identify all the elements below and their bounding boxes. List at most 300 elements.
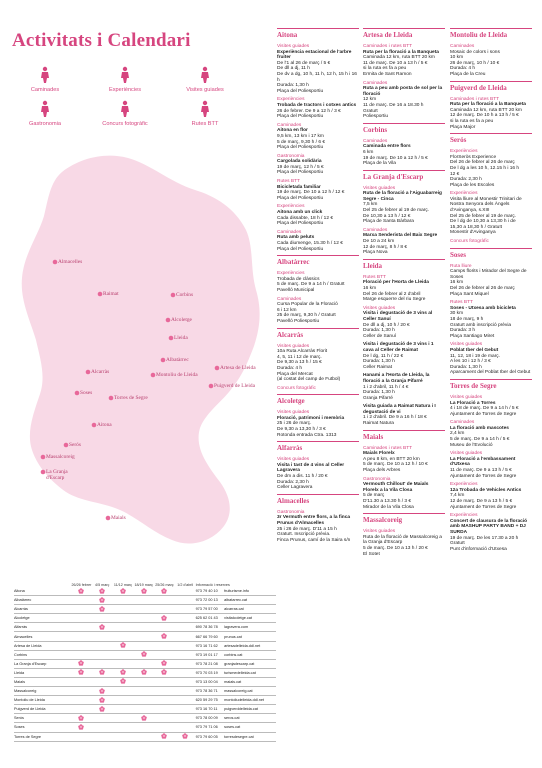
- table-cell-empty: [175, 723, 196, 732]
- activities-column-1: [277, 28, 359, 546]
- map-pin: [92, 423, 97, 428]
- event-details: Visita lliure al Monestir Trinitari de Nostra Senyora dels Àngels d'Avinganya, s.XIII Del 25 de febrer al 19 de març. De l dg de 10,30 a 13,30 h i de 15,30 a 18,30 h / Gratuït Monestir d'Avinganya: [450, 196, 522, 236]
- event-details: 19 de març, 12 h / 5 € Plaça del Poliesportiu: [277, 164, 324, 176]
- event-details: Cursa Popular de la Floració 6 i 12 km 25 de març, 9,30 h / Gratuït Pavelló Poliesportiu: [277, 302, 338, 324]
- table-cell-empty: [92, 732, 113, 741]
- table-website[interactable]: maials.cat: [224, 677, 276, 686]
- table-town-name: Alfarràs: [14, 623, 71, 632]
- event-block: [363, 477, 445, 511]
- table-cell-empty: [71, 632, 92, 641]
- event-name: Experiència estacional de l'arbre fruiter: [277, 49, 352, 61]
- table-cell-empty: [92, 632, 113, 641]
- event-category: Visites guiades: [450, 342, 483, 348]
- table-town-name: Alcoletge: [14, 614, 71, 623]
- table-cell-empty: [92, 659, 113, 668]
- event-block: [450, 395, 532, 417]
- table-cell-empty: [133, 687, 154, 696]
- table-website[interactable]: lagravera.com: [224, 623, 276, 632]
- event-category: Ruta lliure: [450, 263, 472, 269]
- event-category: Visites guiades: [363, 305, 396, 311]
- table-header-date: 4/5 març: [95, 583, 110, 587]
- table-header-date: 18/19 març: [134, 583, 153, 587]
- event-block: [450, 342, 532, 376]
- event-details: Cada diumenge, 15.30 h / 12 € Plaça del Poliesportiu: [277, 241, 343, 252]
- legend-label: Concurs fotogràfic: [102, 121, 148, 127]
- walking-person-icon: [36, 66, 54, 84]
- town-title: Alcoletge: [277, 394, 359, 405]
- event-category: Experiències: [450, 513, 478, 519]
- event-block: [450, 300, 532, 339]
- town-section: [277, 328, 359, 392]
- flower-icon: [154, 659, 175, 668]
- event-block: [450, 191, 532, 236]
- event-block: [277, 230, 359, 252]
- map-pin: [75, 391, 80, 396]
- table-website[interactable]: seros.cat: [224, 714, 276, 723]
- event-category: Caminades: [450, 420, 475, 426]
- table-cell-empty: [133, 732, 154, 741]
- town-title: Corbins: [363, 123, 445, 134]
- event-name: Visita i tast de 4 vins al Celler Lagravera: [277, 462, 345, 474]
- table-phone: 690 78 36 78: [196, 623, 225, 632]
- town-section: [277, 28, 359, 252]
- event-category: Experiències: [450, 191, 478, 197]
- flower-icon: [154, 732, 175, 741]
- map-pin: [86, 370, 91, 375]
- map-label-town: Aitona: [97, 422, 112, 428]
- table-phone: 973 70 03 19: [196, 668, 225, 677]
- event-block: [363, 342, 445, 370]
- flower-icon: [92, 605, 113, 614]
- event-name: Hanami a l'Horta de Lleida, la floració a la Granja Pifarré: [363, 373, 430, 384]
- event-block: [450, 239, 532, 245]
- table-row: [14, 623, 276, 632]
- table-row: [14, 641, 276, 650]
- table-cell-empty: [175, 714, 196, 723]
- flower-icon: [71, 587, 92, 596]
- event-details: 19 de març. De 10 a 12 h / 12 € Plaça del Poliesportiu: [277, 190, 345, 201]
- table-town-name: Soses: [14, 723, 71, 732]
- event-name: Vermouth Chillout' de Maials Florelx a la Vila Closa: [363, 482, 429, 493]
- event-details: 4 i 18 de març. De 9 a 14 h / 5 € Ajuntament de Torres de Segre: [450, 406, 519, 417]
- town-title: Lleida: [363, 259, 445, 270]
- map-label-town: Lleida: [174, 335, 188, 341]
- legend-label: Caminades: [30, 87, 60, 93]
- activities-column-2: [363, 28, 445, 560]
- table-header-date: 1/2 d'abril: [177, 583, 194, 587]
- flower-icon: [71, 659, 92, 668]
- table-cell-empty: [92, 614, 113, 623]
- town-section: [277, 441, 359, 491]
- table-cell-empty: [71, 696, 92, 705]
- table-row: [14, 605, 276, 614]
- event-details: 25 i 26 de març. D'11 a 15 h Gratuït. Inscripció prèvia. Finca Prunus, camí de la Saira s/n: [277, 526, 351, 543]
- table-website[interactable]: albatarrec.cat: [224, 596, 276, 605]
- event-details: 11, 12, 18 i 19 de març. A les 10 i 12 h / 3 € Durada: 1,30 h Aparcament del Poblat Iber del Gebut: [450, 353, 531, 376]
- table-header-date: 11/12 març: [113, 583, 133, 587]
- event-block: [277, 44, 359, 94]
- map-pin: [109, 396, 114, 401]
- table-cell-empty: [113, 714, 134, 723]
- town-title: La Granja d'Escarp: [363, 170, 445, 181]
- table-cell-empty: [113, 632, 134, 641]
- event-details: 7,4 km 12 de març. De 9 a 13 h / 5 € Ajuntament de Torres de Segre: [450, 493, 517, 510]
- event-details: De l'1 al 26 de març / 5 € De dll a dj, 11 h De dv a dg, 10 h, 11 h, 12 h, 15 h i 16 h Durada: 1,30 h Plaça del Poliesportiu: [277, 60, 357, 94]
- event-details: Caminada 12 km, ruta BTT 20 km 11 de març. De 10 a 13 h / 5 € si la ruta es fa a peu Ermita de Sant Ramon: [363, 55, 435, 77]
- event-category: Rutes BTT: [363, 274, 386, 280]
- event-block: [277, 297, 359, 325]
- event-name: La Floració a Torres: [450, 400, 496, 406]
- table-website[interactable]: artesadelleida.ddl.net: [224, 641, 276, 650]
- table-row: [14, 705, 276, 714]
- cyclist-icon: [196, 100, 214, 118]
- town-section: [363, 170, 445, 256]
- table-cell-empty: [71, 623, 92, 632]
- table-town-name: Lleida: [14, 668, 71, 677]
- table-row: [14, 723, 276, 732]
- table-cell-empty: [71, 677, 92, 686]
- event-details: FlorSeròs Experience Del 26 de febrer al 26 de març De l dg a les 10 h, 12.15 h i 16 h 12 € Durada: 2,30 h Plaça de les Escoles: [450, 154, 520, 188]
- event-block: [450, 97, 532, 131]
- table-cell-empty: [175, 614, 196, 623]
- table-row: [14, 659, 276, 668]
- table-town-name: Puigverd de Lleida: [14, 705, 71, 714]
- event-category: Caminades i rutes BTT: [363, 44, 413, 49]
- event-name: 3r Vermuth entre flors, a la finca Prunus d'Almacelles: [277, 515, 351, 526]
- town-title: Alfarràs: [277, 441, 359, 452]
- table-website[interactable]: soses.cat: [224, 723, 276, 732]
- town-title: Torres de Segre: [450, 379, 532, 390]
- flower-icon: [71, 714, 92, 723]
- event-name: Caminada entre flors: [363, 144, 411, 150]
- event-name: Ruta a peu amb posta de sol per la floració: [363, 86, 443, 97]
- table-cell-empty: [175, 659, 196, 668]
- event-details: 25 i 26 de març. De 9,30 a 13,30 h / 3 € Rotonda entrada Ctra. 1313: [277, 421, 337, 438]
- event-category: Visites guiades: [277, 410, 310, 416]
- event-block: [277, 154, 359, 176]
- table-cell-empty: [175, 650, 196, 659]
- table-website[interactable]: fruiturisme.info: [224, 587, 276, 596]
- table-header-date: 25/26 març: [155, 583, 174, 587]
- map-pin: [41, 470, 46, 475]
- table-cell-empty: [92, 723, 113, 732]
- event-name: Aitona en flor: [277, 128, 308, 134]
- table-cell-empty: [133, 641, 154, 650]
- event-category: Gastronomia: [277, 509, 305, 515]
- table-cell-empty: [113, 696, 134, 705]
- legend-label: Visites guiades: [186, 87, 224, 93]
- flower-icon: [133, 650, 154, 659]
- event-block: [450, 513, 532, 552]
- flower-icon: [71, 668, 92, 677]
- table-phone: 973 19 01 17: [196, 650, 225, 659]
- event-name: Ruta per la floració a la Banqueta: [363, 49, 439, 55]
- table-row: [14, 732, 276, 741]
- table-phone: 973 79 60 05: [196, 732, 225, 741]
- event-link[interactable]: Concurs fotogràfic: [450, 239, 489, 245]
- flower-icon: [71, 723, 92, 732]
- table-phone: 973 79 57 00: [196, 605, 225, 614]
- town-section: [363, 430, 445, 511]
- table-cell-empty: [154, 650, 175, 659]
- event-category: Caminades i rutes BTT: [363, 445, 413, 451]
- event-block: [277, 97, 359, 119]
- region-map: [10, 150, 270, 570]
- event-category: Experiències: [450, 482, 478, 488]
- table-town-name: Albatàrrec: [14, 596, 71, 605]
- event-category: Visites guiades: [450, 394, 483, 400]
- event-details: 10a Ruta Alcarràs Florit 4, 5, 11 i 12 de març. De 9,30 a 13 h / 15 € Durada: 4 h Plaça del Mercat (al costat del camp de Futbol): [277, 349, 341, 383]
- flower-icon: [154, 632, 175, 641]
- event-category: Caminades: [363, 227, 388, 233]
- event-block: [363, 139, 445, 167]
- table-town-name: Torres de Segre: [14, 732, 71, 741]
- event-block: [450, 451, 532, 479]
- table-phone: 973 72 00 13: [196, 596, 225, 605]
- event-name: Cargolada solidària: [277, 159, 322, 165]
- table-website[interactable]: granjadescarp.cat: [224, 659, 276, 668]
- table-row: [14, 668, 276, 677]
- event-category: Visites guiades: [277, 457, 310, 463]
- cutlery-icon: [36, 100, 54, 118]
- table-cell-empty: [133, 596, 154, 605]
- flower-icon: [113, 641, 134, 650]
- table-row: [14, 614, 276, 623]
- table-town-name: Almacelles: [14, 632, 71, 641]
- event-name: Aitona amb un click: [277, 210, 323, 216]
- table-cell-empty: [154, 596, 175, 605]
- event-details: Caminada 12 km, ruta BTT 20 km 12 de març. De 10 h a 13 h / 5 € si la ruta es fa a peu Plaça Major: [450, 107, 522, 130]
- map-label-town: Soses: [80, 390, 93, 396]
- table-cell-empty: [113, 605, 134, 614]
- event-name: Floració per l'Horta de Lleida: [363, 280, 429, 286]
- town-section: [450, 248, 532, 376]
- event-block: [277, 271, 359, 293]
- event-name: Ruta de la floració a l'Aiguabarreig Segre - Cinca: [363, 191, 442, 202]
- tour-guide-icon: [196, 66, 214, 84]
- map-pin: [209, 384, 214, 389]
- event-block: [277, 179, 359, 201]
- town-title: Almacelles: [277, 494, 359, 505]
- legend-label: Experiències: [108, 87, 142, 93]
- table-cell-empty: [133, 696, 154, 705]
- table-cell-empty: [133, 677, 154, 686]
- event-category: Caminades: [363, 138, 388, 144]
- table-website[interactable]: visitalcoletge.cat: [224, 614, 276, 623]
- event-category: Caminades: [277, 296, 302, 302]
- legend-item: [170, 66, 240, 93]
- event-category: Experiències: [277, 204, 305, 210]
- event-details: 26 de febrer. De 9 a 12 h / 3 € Plaça del Poliesportiu: [277, 108, 341, 120]
- event-block: [277, 386, 359, 392]
- table-cell-empty: [175, 687, 196, 696]
- map-label-town: Montoliu de Lleida: [156, 372, 198, 378]
- town-section: [363, 513, 445, 557]
- event-category: Rutes BTT: [450, 300, 473, 306]
- table-phone: 973 13 00 04: [196, 677, 225, 686]
- map-pin: [169, 336, 174, 341]
- table-town-name: Montoliu de Lleida: [14, 696, 71, 705]
- table-cell-empty: [71, 687, 92, 696]
- map-label-town: Albatàrrec: [166, 357, 189, 363]
- event-category: Caminades: [450, 44, 475, 49]
- town-title: Puigverd de Lleida: [450, 81, 532, 92]
- table-row: [14, 696, 276, 705]
- table-website[interactable]: torresdesegre.cat: [224, 732, 276, 741]
- flower-icon: [92, 687, 113, 696]
- table-cell-empty: [133, 623, 154, 632]
- event-details: Mosaic de colors i sons 10 km 26 de març, 10 h / 10 € Durada: 4 h Plaça de la Creu: [450, 49, 500, 77]
- event-details: 12 km 11 de març. De 16 a 18.30 h Gratuït Poliesportiu: [363, 97, 424, 120]
- table-header-info: Informació i reserves: [195, 583, 230, 587]
- event-details: De dll a dj, 10 h / 20 € Durada: 1,30 h Celler de Sanuí: [363, 322, 410, 339]
- town-title: Alcarràs: [277, 328, 359, 339]
- flower-icon: [113, 587, 134, 596]
- event-name: Visita guiada a Raimat Natura i I degustació de vi: [363, 404, 436, 415]
- table-cell-empty: [175, 705, 196, 714]
- page-title: Activitats i Calendari: [12, 30, 191, 51]
- table-cell-empty: [113, 614, 134, 623]
- table-cell-empty: [154, 687, 175, 696]
- event-category: Visites guiades: [363, 185, 396, 191]
- town-section: [450, 28, 532, 78]
- table-website[interactable]: corbins.cat: [224, 650, 276, 659]
- event-block: [363, 186, 445, 225]
- table-website[interactable]: alcarras.cat: [224, 605, 276, 614]
- map-label-town: Artesa de Lleida: [220, 365, 256, 371]
- event-category: Experiències: [450, 149, 478, 155]
- table-website[interactable]: montoliudelleida.ddl.net: [224, 696, 276, 705]
- table-town-name: Aitona: [14, 587, 71, 596]
- event-block: [363, 306, 445, 340]
- table-cell-empty: [113, 705, 134, 714]
- event-category: Visites guiades: [363, 529, 396, 535]
- event-block: [450, 264, 532, 298]
- event-block: [450, 44, 532, 78]
- map-label-town: La Granja d'Escarp: [46, 469, 68, 481]
- table-cell-empty: [154, 705, 175, 714]
- flower-icon: [92, 623, 113, 632]
- table-cell-empty: [175, 596, 196, 605]
- table-cell-empty: [92, 641, 113, 650]
- table-cell-empty: [113, 623, 134, 632]
- event-details: De 10 a 24 km 12 de març, 8 h / 8 € Plaça Nova: [363, 239, 407, 256]
- table-cell-empty: [154, 677, 175, 686]
- event-details: 19 de març. De les 17.30 a 20 h Gratuït Punt d'informació d'Utxesa: [450, 535, 519, 552]
- event-name: La floració amb mascotes: [450, 425, 509, 431]
- activities-column-3: [450, 28, 532, 555]
- map-label-town: Torres de Segre: [114, 395, 148, 401]
- event-category: Caminades: [363, 80, 388, 86]
- town-section: [450, 133, 532, 245]
- table-cell-empty: [154, 605, 175, 614]
- table-row: [14, 650, 276, 659]
- event-details: Camps florits i Mirador del Segre de Soses 16 km Del 26 de febrer al 26 de març Plaça Sant Miquel: [450, 269, 527, 297]
- calendar-table: [14, 573, 276, 742]
- flower-icon: [154, 587, 175, 596]
- event-name: La Floració a l'embassament d'Utxesa: [450, 456, 516, 468]
- event-details: 7,5 km Del 25 de febrer al 19 de març. De 10,30 a 13 h / 12 € Plaça de Santa Bàrbara: [363, 202, 430, 225]
- table-town-name: Massalcoreig: [14, 687, 71, 696]
- table-cell-empty: [175, 632, 196, 641]
- table-cell-empty: [175, 623, 196, 632]
- event-block: [450, 420, 532, 448]
- table-website[interactable]: turismedelleida.cat: [224, 668, 276, 677]
- table-cell-empty: [92, 714, 113, 723]
- event-name: Ruta per la floració a la Banqueta: [450, 102, 526, 108]
- town-section: [363, 123, 445, 167]
- table-cell-empty: [133, 705, 154, 714]
- legend-item: [10, 66, 80, 93]
- table-cell-empty: [71, 641, 92, 650]
- table-header-date: 26/26 febrer: [71, 583, 92, 587]
- table-cell-empty: [154, 723, 175, 732]
- event-block: [363, 275, 445, 303]
- town-title: Montoliu de Lleida: [450, 28, 532, 39]
- event-category: Visites guiades: [277, 343, 310, 349]
- map-pin: [53, 260, 58, 265]
- town-section: [277, 255, 359, 324]
- map-label-town: Almacelles: [58, 259, 83, 265]
- event-category: Experiències: [277, 97, 305, 103]
- table-cell-empty: [71, 605, 92, 614]
- event-details: 2,4 km 5 de març. De 9 a 14 h / 5 € Museu de l'Evolució: [450, 431, 510, 448]
- event-details: De l dg, 11 h / 22 € Durada: 1,30 h Celler Raimat: [363, 353, 404, 370]
- event-block: [277, 344, 359, 383]
- table-cell-empty: [175, 587, 196, 596]
- event-details: 9,5 km, 13 km i 17 km 5 de març, 9,30 h / 6 € Plaça del Poliesportiu: [277, 133, 325, 151]
- event-block: [363, 373, 445, 401]
- event-details: 6 km 19 de març. De 10 a 12 h / 5 € Plaça de la Vila: [363, 149, 428, 167]
- map-pin: [171, 293, 176, 298]
- event-category: Rutes BTT: [277, 179, 300, 185]
- flower-icon: [113, 668, 134, 677]
- table-cell-empty: [113, 659, 134, 668]
- table-cell-empty: [175, 605, 196, 614]
- table-cell-empty: [113, 687, 134, 696]
- table-cell-empty: [154, 641, 175, 650]
- table-website[interactable]: prunus.cat: [224, 632, 276, 641]
- table-cell-empty: [113, 732, 134, 741]
- table-cell-empty: [113, 723, 134, 732]
- table-phone: 973 78 36 71: [196, 687, 225, 696]
- event-name: Poblat Iber del Gebut: [450, 347, 499, 353]
- legend-label: Rutes BTT: [191, 121, 219, 127]
- table-cell-empty: [175, 641, 196, 650]
- map-label-town: Corbins: [176, 292, 194, 298]
- event-block: [363, 529, 445, 557]
- table-website[interactable]: puigverddelleida.cat: [224, 705, 276, 714]
- town-section: [277, 494, 359, 544]
- table-cell-empty: [92, 677, 113, 686]
- table-cell-empty: [71, 732, 92, 741]
- event-category: Visites guiades: [450, 451, 483, 457]
- map-pin: [151, 373, 156, 378]
- event-link[interactable]: Concurs fotogràfic: [277, 385, 316, 391]
- table-website[interactable]: massalcoreig.cat: [224, 687, 276, 696]
- flower-icon: [92, 705, 113, 714]
- table-phone: 620 59 29 75: [196, 696, 225, 705]
- table-town-name: La Granja d'Escarp: [14, 659, 71, 668]
- table-phone: 973 79 40 10: [196, 587, 225, 596]
- event-block: [363, 228, 445, 256]
- table-row: [14, 632, 276, 641]
- town-title: Aitona: [277, 28, 359, 39]
- table-town-name: Maials: [14, 677, 71, 686]
- town-title: Albatàrrec: [277, 255, 359, 266]
- event-name: Soses - Utxesa amb bicicleta: [450, 305, 516, 311]
- flower-icon: [133, 668, 154, 677]
